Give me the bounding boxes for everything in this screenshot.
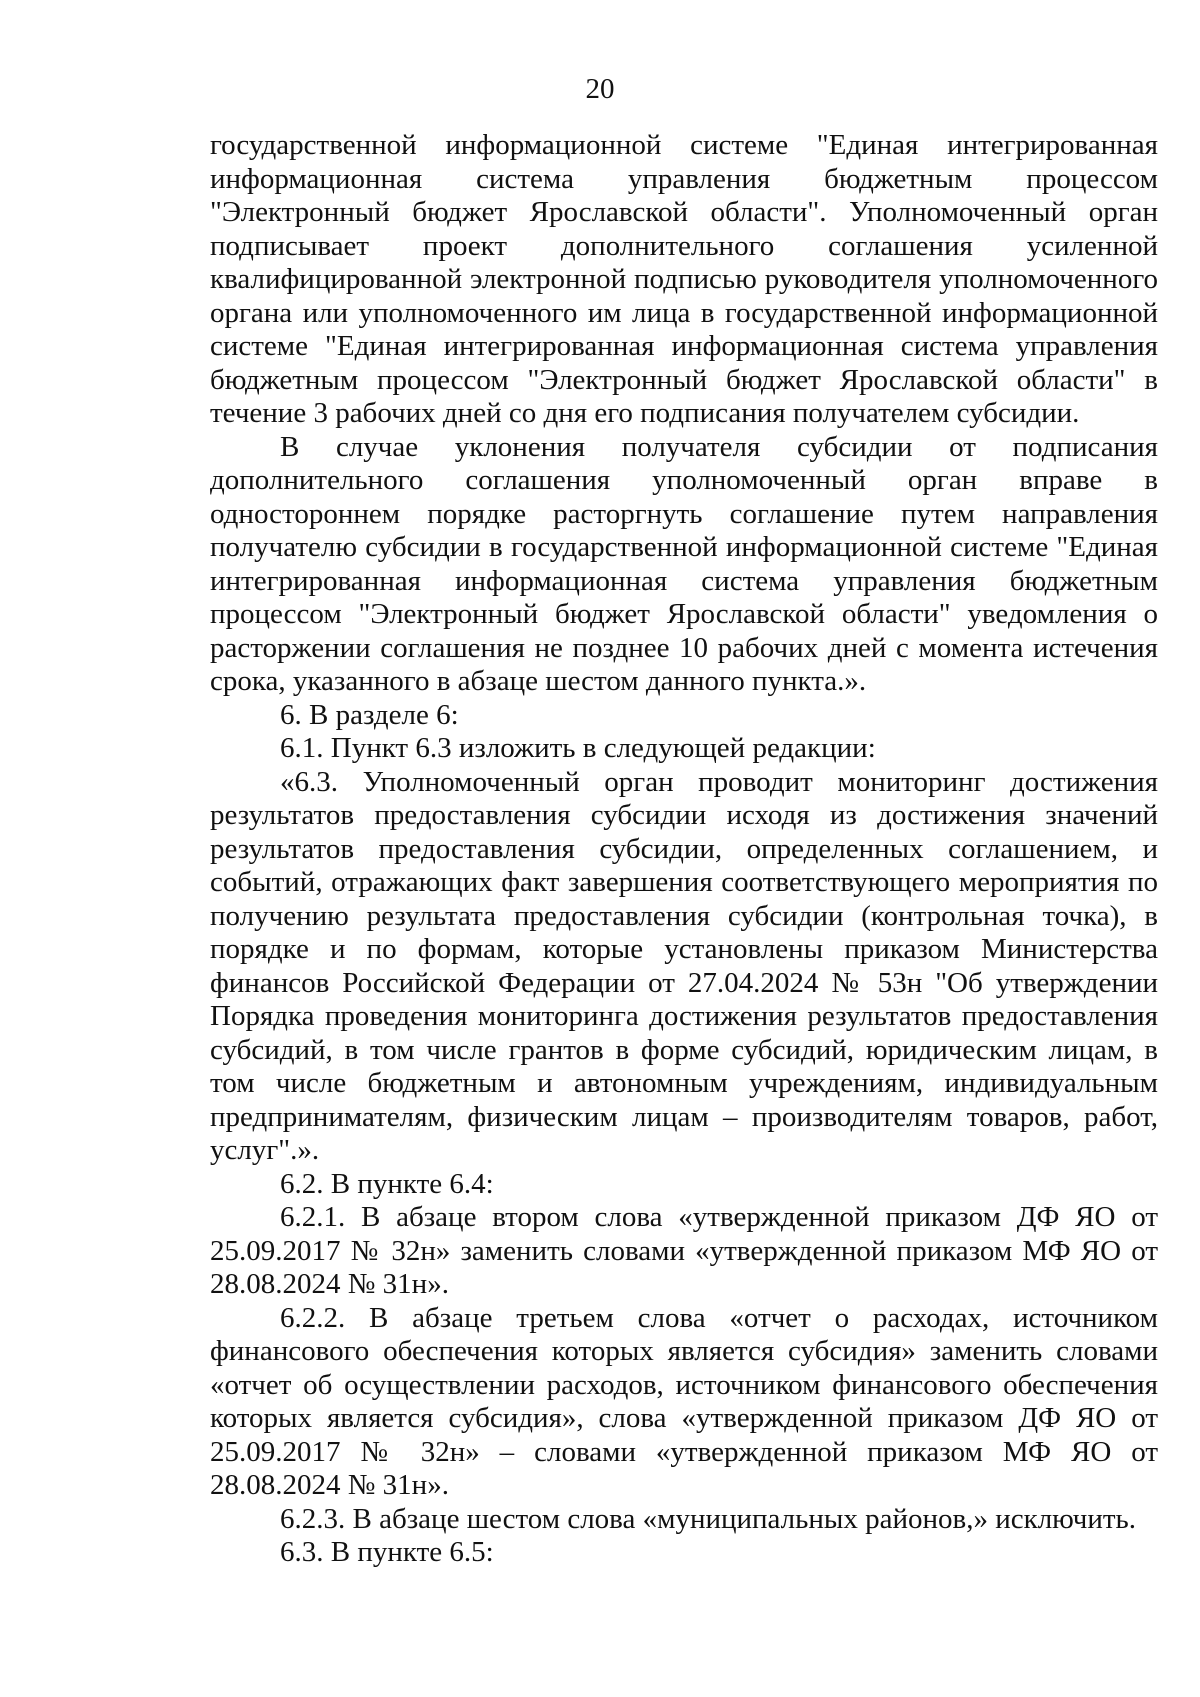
paragraph-6-3: 6.3. В пункте 6.5: xyxy=(280,1536,494,1568)
paragraph-6-3-text: «6.3. Уполномоченный орган проводит мониторинг достижения результатов предоставления субсидии исходя из достижения значений результатов предоставления субсидии, определенных соглашением, и событий, отражающих факт завершения соответствующего мероприятия по получению результата предоставления субсидии (контрольная точка), в порядке и по формам, которые установлены приказом Министерства финансов Российской Федерации от 27.04.2024 № 53н "Об утверждении Порядка проведения мониторинга достижения результатов предоставления субсидий, в том числе грантов в форме субсидий, юридическим лицам, в том числе бюджетным и автономным учреждениям, индивидуальным предпринимателям, физическим лицам – производителям товаров, работ, услуг".». xyxy=(210,765,1158,1166)
paragraph-6-1: 6.1. Пункт 6.3 изложить в следующей редакции: xyxy=(280,732,876,764)
paragraph-6-2: 6.2. В пункте 6.4: xyxy=(280,1167,494,1200)
paragraph-termination-clause: В случае уклонения получателя субсидии от подписания дополнительного соглашения уполномоченный орган вправе в одностороннем порядке расторгнуть соглашение путем направления получателю субсидии в государственной информационной системе "Единая интегрированная информационная система управления бюджетным процессом "Электронный бюджет Ярославской области" уведомления о расторжении соглашения не позднее 10 рабочих дней с момента истечения срока, указанного в абзаце шестом данного пункта.». xyxy=(210,430,1158,697)
paragraph-6-2-3: 6.2.3. В абзаце шестом слова «муниципальных районов,» исключить. xyxy=(280,1502,1136,1535)
paragraph-6-2-2: 6.2.2. В абзаце третьем слова «отчет о расходах, источником финансового обеспечения которых является субсидия» заменить словами «отчет об осуществлении расходов, источником финансового обеспечения которых является субсидия», слова «утвержденной приказом ДФ ЯО от 25.09.2017 № 32н» – словами «утвержденной приказом МФ ЯО от 28.08.2024 № 31н». xyxy=(210,1301,1158,1501)
page-number: 20 xyxy=(585,73,615,105)
paragraph-section-6: 6. В разделе 6: xyxy=(280,698,459,731)
paragraph-6-2-1: 6.2.1. В абзаце втором слова «утвержденной приказом ДФ ЯО от 25.09.2017 № 32н» заменить словами «утвержденной приказом МФ ЯО от 28.08.2024 № 31н». xyxy=(210,1201,1158,1300)
document-body xyxy=(210,129,1158,1570)
paragraph-continuation: государственной информационной системе "Единая интегрированная информационная система управления бюджетным процессом "Электронный бюджет Ярославской области". Уполномоченный орган подписывает проект дополнительного соглашения усиленной квалифицированной электронной подписью руководителя уполномоченного органа или уполномоченного им лица в государственной информационной системе "Единая интегрированная информационная система управления бюджетным процессом "Электронный бюджет Ярославской области" в течение 3 рабочих дней со дня его подписания получателем субсидии. xyxy=(210,129,1158,429)
